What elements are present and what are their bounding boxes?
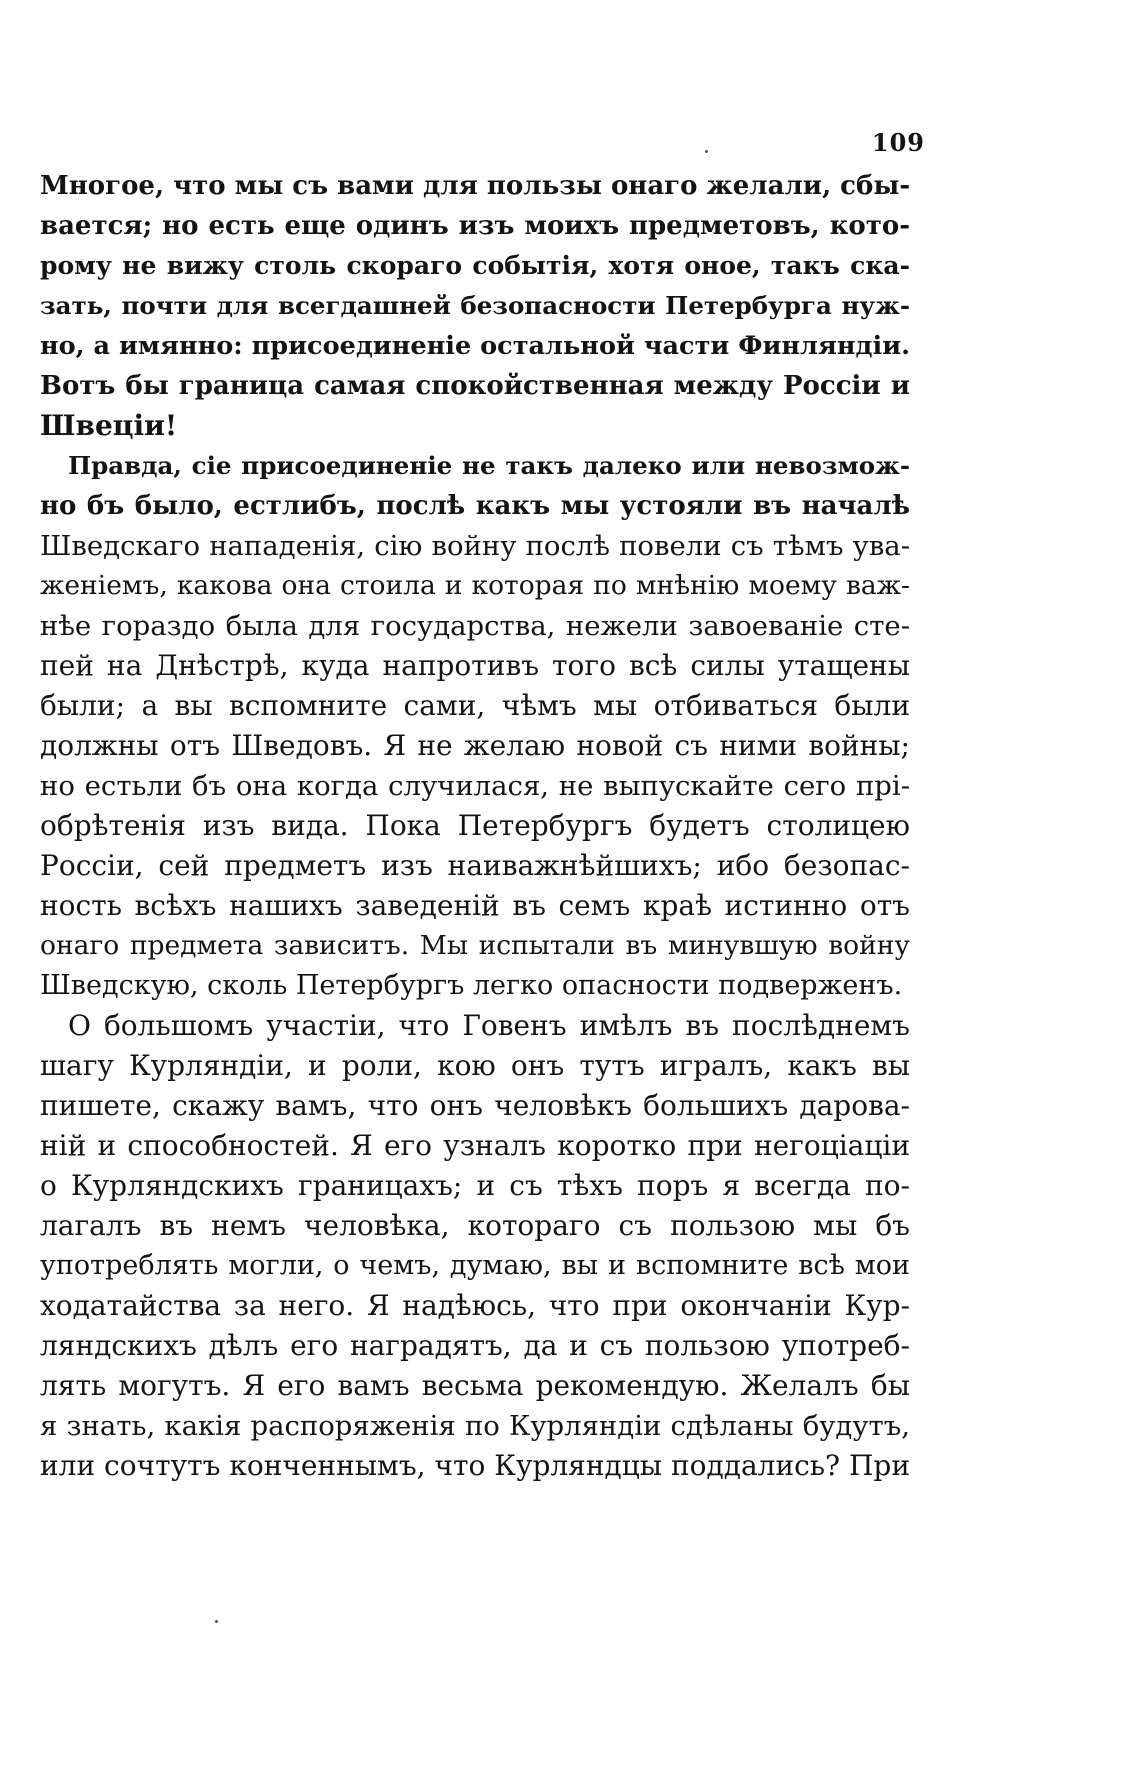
text-line: были; а вы вспомните сами, чѣмъ мы отбиваться были — [40, 689, 910, 722]
paper-speck — [705, 150, 708, 153]
text-line: Россіи, сей предметъ изъ наиважнѣйшихъ; ибо безопас- — [40, 849, 910, 882]
text-line: зать, почти для всегдашней безопасности Петербурга нуж- — [40, 291, 910, 320]
text-line: лять могутъ. Я его вамъ весьма рекомендую. Желалъ бы — [40, 1369, 910, 1402]
text-line: ляндскихъ дѣлъ его наградятъ, да и съ пользою употреб- — [40, 1329, 910, 1362]
text-line: Швеціи! — [40, 409, 178, 442]
text-line: лагалъ въ немъ человѣка, котораго съ пользою мы бъ — [40, 1209, 910, 1242]
body-text — [40, 166, 910, 1486]
text-line: Правда, сіе присоединеніе не такъ далеко или невозмож- — [68, 451, 910, 480]
text-line: рому не вижу столь скораго событія, хотя оное, такъ ска- — [40, 251, 910, 280]
text-line: но бъ было, естлибъ, послѣ какъ мы устояли въ началѣ — [40, 491, 910, 521]
text-line: о Курляндскихъ границахъ; и съ тѣхъ поръ я всегда по- — [40, 1169, 910, 1202]
page-number: 109 — [871, 128, 925, 157]
text-line: Шведскую, сколь Петербургъ легко опасности подверженъ. — [40, 970, 903, 1001]
text-line: онаго предмета зависитъ. Мы испытали въ минувшую войну — [40, 930, 910, 961]
text-line: пей на Днѣстрѣ, куда напротивъ того всѣ силы утащены — [40, 649, 910, 682]
text-line: употреблять могли, о чемъ, думаю, вы и вспомните всѣ мои — [40, 1250, 910, 1281]
text-line: Многое, что мы съ вами для пользы онаго желали, сбы- — [40, 171, 911, 201]
text-line: я знать, какія распоряженія по Курляндіи сдѣланы будутъ, — [40, 1410, 910, 1442]
text-line: вается; но есть еще одинъ изъ моихъ предметовъ, кото- — [40, 211, 910, 241]
text-line: но естьли бъ она когда случилася, не выпускайте сего прі- — [40, 770, 910, 802]
text-line: Вотъ бы граница самая спокойственная между Россіи и — [40, 371, 910, 401]
text-line: или сочтутъ конченнымъ, что Курляндцы поддались? При — [40, 1449, 910, 1482]
paper-speck — [215, 1620, 218, 1623]
text-line: но, а имянно: присоединеніе остальной части Финляндіи. — [40, 331, 910, 361]
text-line: ходатайства за него. Я надѣюсь, что при окончаніи Кур- — [40, 1289, 910, 1322]
text-line: шагу Курляндіи, и роли, кою онъ тутъ игралъ, какъ вы — [40, 1049, 910, 1082]
text-line: О большомъ участіи, что Говенъ имѣлъ въ послѣднемъ — [68, 1009, 910, 1042]
text-line: ность всѣхъ нашихъ заведеній въ семъ краѣ истинно отъ — [40, 889, 910, 922]
text-line: женіемъ, какова она стоила и которая по мнѣнію моему важ- — [40, 570, 910, 601]
text-line: пишете, скажу вамъ, что онъ человѣкъ большихъ дарова- — [40, 1089, 910, 1122]
text-line: нѣе гораздо была для государства, нежели завоеваніе сте- — [40, 610, 910, 642]
text-line: должны отъ Шведовъ. Я не желаю новой съ ними войны; — [40, 729, 910, 762]
text-line: Шведскаго нападенія, сію войну послѣ повели съ тѣмъ ува- — [40, 530, 910, 562]
text-line: обрѣтенія изъ вида. Пока Петербургъ будетъ столицею — [40, 809, 910, 842]
text-line: ній и способностей. Я его узналъ коротко при негоціаціи — [40, 1129, 910, 1162]
